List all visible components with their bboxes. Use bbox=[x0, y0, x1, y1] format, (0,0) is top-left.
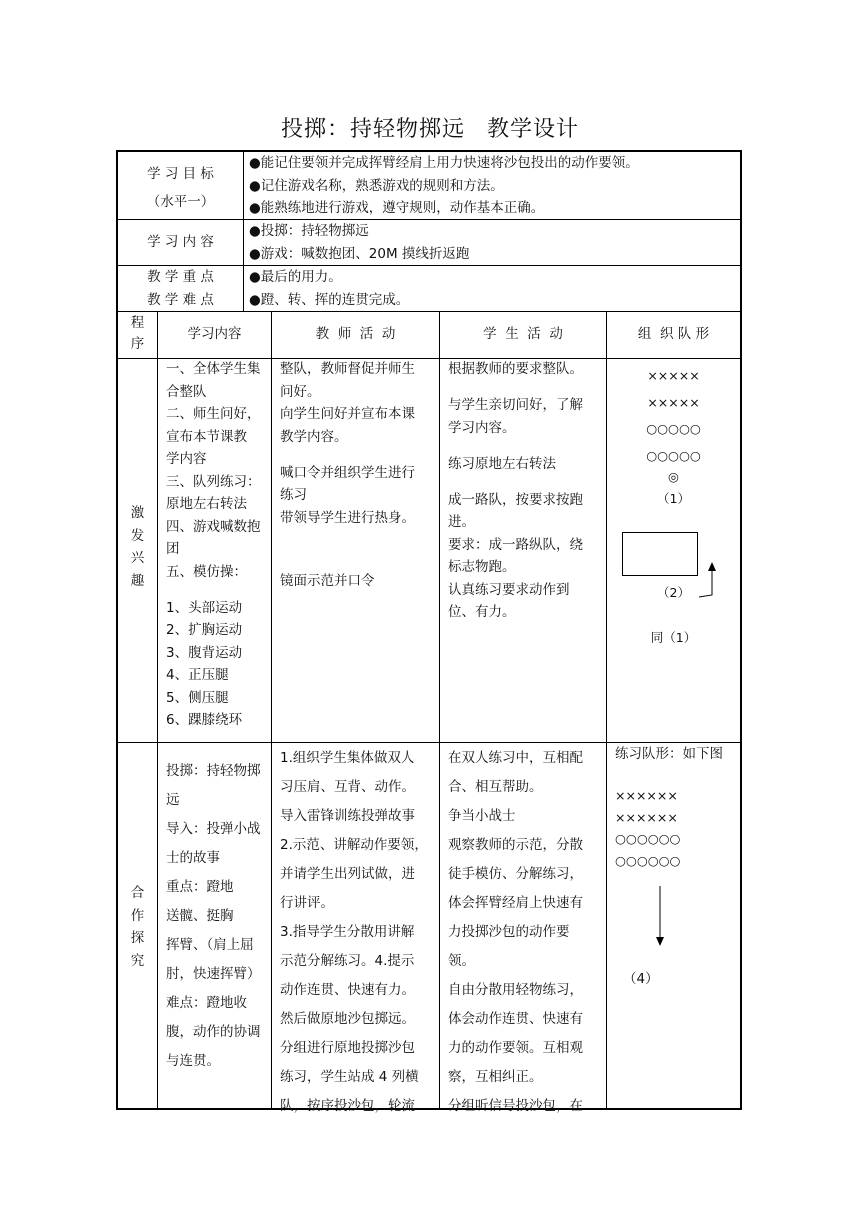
content-line: 三、队列练习： bbox=[166, 473, 261, 490]
content-line: 学内容 bbox=[166, 451, 207, 467]
content-line: 一、全体学生集 bbox=[166, 361, 261, 377]
teacher-activity-line: 向学生问好并宣布本课 bbox=[280, 406, 415, 422]
running-track-rectangle bbox=[622, 532, 698, 576]
focus-list bbox=[249, 266, 739, 311]
content-line: 5、侧压腿 bbox=[166, 689, 229, 706]
formation-label: （2） bbox=[657, 585, 690, 600]
header-content: 学习内容 bbox=[187, 326, 242, 342]
content-item: ●投掷：持轻物掷远 bbox=[249, 223, 369, 239]
section2-content bbox=[166, 757, 271, 1076]
section2-teacher bbox=[280, 744, 439, 1121]
section1-content bbox=[166, 358, 271, 732]
student-activity-line: 与学生亲切问好，了解 bbox=[448, 397, 583, 413]
procedure-char: 发 bbox=[130, 527, 145, 544]
content-line: 2、扩胸运动 bbox=[166, 622, 243, 638]
teacher-activity-line: 1.组织学生集体做双人 bbox=[280, 750, 415, 766]
teacher-activity-line: 喊口令并组织学生进行 bbox=[280, 464, 415, 481]
focus-label-line2: 教 学 难 点 bbox=[147, 291, 214, 308]
student-activity-line: 在双人练习中，互相配 bbox=[448, 750, 583, 766]
goals-label-line2: （水平一） bbox=[146, 194, 215, 210]
student-activity-line: 体会动作连贯、快速有 bbox=[448, 1011, 583, 1027]
focus-label bbox=[118, 266, 243, 311]
student-activity-line bbox=[448, 439, 606, 453]
turn-arrow-icon bbox=[695, 560, 725, 600]
section1-formation bbox=[607, 365, 740, 509]
page-title bbox=[0, 112, 860, 143]
student-activity-line: 自由分散用轻物练习， bbox=[448, 982, 583, 998]
formation-label: 同（1） bbox=[650, 630, 697, 645]
teacher-activity-line: 问好。 bbox=[280, 383, 321, 400]
procedure-char: 激 bbox=[130, 505, 145, 521]
title-suffix: 教学设计 bbox=[487, 117, 580, 142]
student-activity-line: 争当小战士 bbox=[448, 808, 516, 824]
formation-row: ○○○○○ bbox=[646, 447, 701, 463]
student-activity-line bbox=[448, 475, 606, 489]
lesson-plan-table bbox=[116, 150, 742, 1114]
content-line: 送髋、挺胸 bbox=[166, 908, 234, 924]
teacher-activity-line: 整队，教师督促并师生 bbox=[280, 361, 415, 377]
procedure-char: 探 bbox=[130, 930, 145, 946]
teacher-activity-line bbox=[280, 543, 439, 557]
content-line: 1、头部运动 bbox=[166, 599, 243, 616]
content-line: 二、师生问好， bbox=[166, 406, 261, 422]
content-line: 远 bbox=[166, 792, 180, 808]
col-divider bbox=[439, 311, 440, 1108]
goal-item: ●记住游戏名称，熟悉游戏的规则和方法。 bbox=[249, 177, 504, 194]
goals-label-line1: 学 习 目 标 bbox=[147, 166, 214, 182]
goal-item: ●能记住要领并完成挥臂经肩上用力快速将沙包投出的动作要领。 bbox=[249, 155, 639, 171]
formation-row: ××××× bbox=[647, 368, 700, 383]
student-activity-line: 学习内容。 bbox=[448, 419, 516, 436]
content-line: 腹，动作的协调 bbox=[166, 1024, 261, 1040]
teacher-activity-line: 练习，学生站成 4 列横 bbox=[280, 1069, 419, 1085]
procedure-char: 趣 bbox=[130, 572, 145, 589]
formation-row: ○○○○○○ bbox=[615, 852, 681, 868]
student-activity-line: 进。 bbox=[448, 514, 475, 530]
goals-label bbox=[118, 152, 243, 219]
student-activity-line: 力的动作要领。互相观 bbox=[448, 1040, 583, 1056]
section2-procedure bbox=[118, 882, 157, 972]
student-activity-line: 根据教师的要求整队。 bbox=[448, 361, 583, 377]
col-divider bbox=[271, 311, 272, 1108]
student-activity-line: 成一路队，按要求按跑 bbox=[448, 491, 583, 508]
content-item: ●游戏：喊数抱团、20M 摸线折返跑 bbox=[249, 245, 470, 262]
teacher-activity-line: 并请学生出列试做，进 bbox=[280, 866, 415, 882]
header-formation: 组 织 队 形 bbox=[637, 326, 710, 342]
title-main: 投掷：持轻物掷远 bbox=[280, 117, 465, 142]
formation-row: ○○○○○ bbox=[646, 421, 701, 436]
content-line: 与连贯。 bbox=[166, 1053, 220, 1069]
teacher-activity-line: 行讲评。 bbox=[280, 895, 334, 911]
teacher-activity-line: 习压肩、互背、动作。 bbox=[280, 779, 415, 795]
teacher-activity-line: 带领导学生进行热身。 bbox=[280, 509, 415, 526]
focus-label-line1: 教 学 重 点 bbox=[147, 269, 214, 285]
content-list bbox=[249, 220, 739, 265]
content-line: 导入：投弹小战 bbox=[166, 821, 261, 837]
content-line: 肘，快速挥臂） bbox=[166, 966, 261, 982]
student-activity-line: 观察教师的示范，分散 bbox=[448, 837, 583, 853]
procedure-char: 兴 bbox=[130, 550, 145, 566]
content-line: 士的故事 bbox=[166, 850, 220, 866]
formation-row: ×××××× bbox=[615, 788, 678, 803]
content-line: 原地左右转法 bbox=[166, 496, 247, 512]
student-activity-line: 领。 bbox=[448, 953, 475, 969]
content-line: 重点：蹬地 bbox=[166, 879, 234, 895]
col-divider bbox=[157, 311, 158, 1108]
content-line: 合整队 bbox=[166, 383, 207, 400]
teacher-marker: ◎ bbox=[668, 469, 679, 484]
teacher-activity-line: 导入雷锋训练投弹故事 bbox=[280, 808, 415, 824]
procedure-char: 作 bbox=[130, 907, 145, 924]
student-activity-line: 位、有力。 bbox=[448, 604, 516, 620]
content-line: 团 bbox=[166, 541, 180, 557]
col-divider bbox=[243, 152, 244, 311]
formation-label: （1） bbox=[657, 490, 690, 506]
header-student: 学 生 活 动 bbox=[483, 326, 563, 342]
section1-student bbox=[448, 358, 606, 624]
header-procedure: 程序 bbox=[130, 315, 145, 352]
procedure-char: 合 bbox=[130, 885, 145, 901]
goals-list bbox=[249, 152, 739, 220]
teacher-activity-line: 教学内容。 bbox=[280, 428, 348, 445]
formation-grid bbox=[615, 785, 740, 871]
procedure-char: 究 bbox=[130, 952, 145, 969]
student-activity-line: 察，互相纠正。 bbox=[448, 1069, 543, 1085]
content-label: 学 习 内 容 bbox=[147, 234, 214, 250]
teacher-activity-line: 3.指导学生分散用讲解 bbox=[280, 924, 415, 940]
student-activity-line: 要求：成一路纵队，绕 bbox=[448, 536, 583, 553]
student-activity-line: 体会挥臂经肩上快速有 bbox=[448, 895, 583, 911]
teacher-activity-line: 镜面示范并口令 bbox=[280, 572, 375, 589]
student-activity-line: 合、相互帮助。 bbox=[448, 779, 543, 795]
content-line: 四、游戏喊数抱 bbox=[166, 518, 261, 535]
formation-row: ○○○○○○ bbox=[615, 831, 681, 846]
section1-teacher bbox=[280, 358, 439, 592]
teacher-activity-line bbox=[280, 529, 439, 543]
teacher-activity-line: 然后做原地沙包掷远。 bbox=[280, 1011, 415, 1027]
content-line: 难点：蹬地收 bbox=[166, 995, 247, 1011]
student-activity-line: 认真练习要求动作到 bbox=[448, 581, 570, 598]
formation-row: ×××××× bbox=[615, 809, 678, 825]
student-activity-line: 练习原地左右转法 bbox=[448, 455, 556, 472]
teacher-activity-line: 示范分解练习。4.提示 bbox=[280, 953, 415, 969]
content-line: 3、腹背运动 bbox=[166, 644, 243, 661]
formation-label: （4） bbox=[623, 971, 659, 987]
teacher-activity-line: 队，按序投沙包，轮流 bbox=[280, 1098, 415, 1114]
down-arrow-icon bbox=[652, 886, 668, 948]
content-line bbox=[166, 583, 271, 597]
content-line: 五、模仿操： bbox=[166, 563, 247, 580]
section2-student bbox=[448, 744, 606, 1121]
teacher-activity-line: 2.示范、讲解动作要领， bbox=[280, 837, 428, 853]
content-line: 投掷：持轻物掷 bbox=[166, 763, 261, 779]
goal-item: ●能熟练地进行游戏，遵守规则，动作基本正确。 bbox=[249, 200, 545, 216]
formation-row: ××××× bbox=[647, 394, 700, 410]
header-teacher: 教 师 活 动 bbox=[315, 326, 396, 342]
section2-formation bbox=[615, 742, 740, 871]
teacher-activity-line: 动作连贯、快速有力。 bbox=[280, 982, 415, 998]
teacher-activity-line: 练习 bbox=[280, 487, 307, 503]
student-activity-line bbox=[448, 381, 606, 395]
focus-item: ●最后的用力。 bbox=[249, 269, 342, 285]
content-line: 6、踝膝绕环 bbox=[166, 712, 243, 728]
student-activity-line: 分组听信号投沙包，在 bbox=[448, 1098, 583, 1114]
content-line: 宣布本节课教 bbox=[166, 428, 247, 445]
section1-procedure bbox=[118, 502, 157, 592]
teacher-activity-line bbox=[280, 556, 439, 570]
content-line: 挥臂、（肩上屈 bbox=[166, 937, 254, 953]
focus-item: ●蹬、转、挥的连贯完成。 bbox=[249, 291, 410, 308]
student-activity-line: 标志物跑。 bbox=[448, 559, 516, 575]
content-line: 4、正压腿 bbox=[166, 667, 229, 683]
teacher-activity-line bbox=[280, 448, 439, 462]
teacher-activity-line: 分组进行原地投掷沙包 bbox=[280, 1040, 415, 1056]
formation-heading: 练习队形：如下图 bbox=[615, 746, 723, 762]
student-activity-line: 力投掷沙包的动作要 bbox=[448, 924, 570, 940]
student-activity-line: 徒手模仿、分解练习， bbox=[448, 866, 583, 882]
